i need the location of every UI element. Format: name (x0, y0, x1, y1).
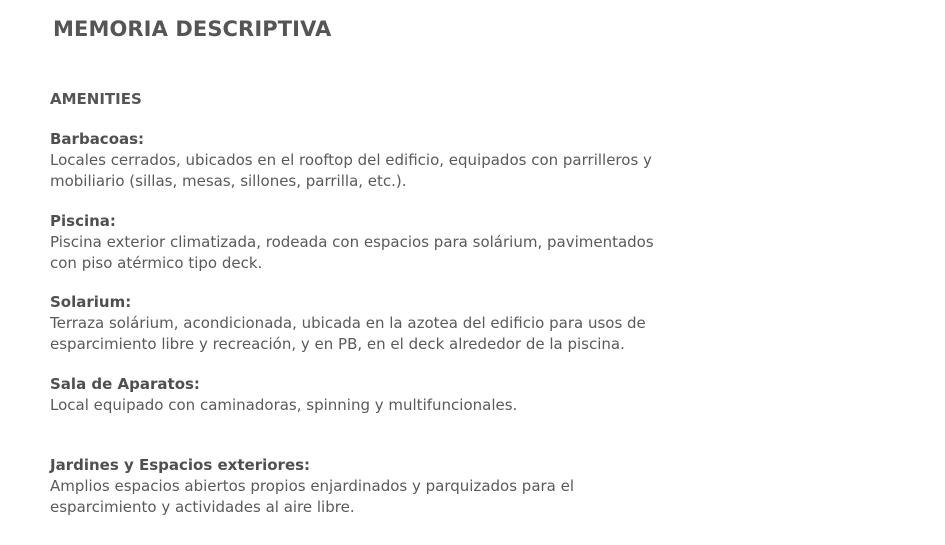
amenity-sala-de-aparatos (50, 374, 750, 456)
amenity-name: Barbacoas: (50, 130, 145, 148)
amenity-description: Piscina exterior climatizada, rodeada con espacios para solárium, pavimentados con piso atérmico tipo deck. (50, 232, 654, 272)
amenity-solarium (50, 292, 750, 374)
amenity-name: Sala de Aparatos: (50, 374, 200, 393)
amenity-description: Local equipado con caminadoras, spinning y multifuncionales. (50, 395, 518, 414)
amenity-description: Terraza solárium, acondicionada, ubicada en la azotea del edificio para usos de esparcimiento libre y recreación, y en PB, en el deck alrededor de la piscina. (50, 314, 646, 353)
section-heading-amenities: AMENITIES (50, 90, 142, 108)
amenity-description: Locales cerrados, ubicados en el rooftop del edificio, equipados con parrilleros y mobiliario (sillas, mesas, sillones, parrilla, etc.). (50, 151, 652, 190)
amenity-list (50, 129, 750, 537)
amenity-barbacoas (50, 129, 750, 211)
amenity-piscina (50, 211, 750, 293)
amenity-name: Piscina: (50, 211, 116, 230)
amenity-name: Solarium: (50, 293, 132, 311)
amenity-jardines (50, 455, 750, 537)
amenity-description: Amplios espacios abiertos propios enjardinados y parquizados para el esparcimiento y actividades al aire libre. (50, 477, 575, 516)
page-title: MEMORIA DESCRIPTIVA (53, 17, 332, 41)
amenity-name: Jardines y Espacios exteriores: (50, 456, 311, 474)
